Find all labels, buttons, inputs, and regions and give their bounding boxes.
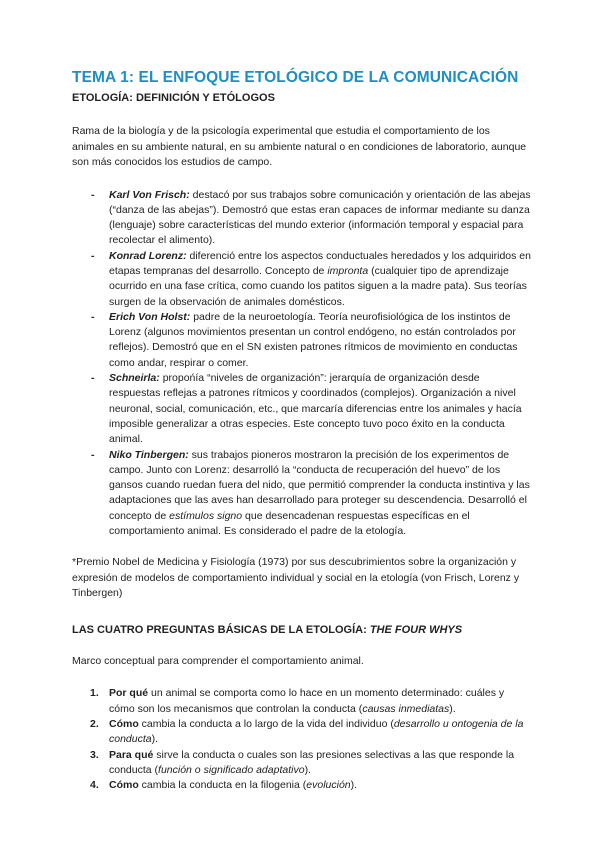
list-item (72, 686, 532, 717)
ethologist-name: Karl Von Frisch: (109, 188, 190, 201)
why-italic: desarrollo u ontogenia de la conducta (109, 717, 524, 746)
ethologist-name: Schneirla: (109, 372, 160, 385)
section-subtitle: ETOLOGÍA: DEFINICIÓN Y ETÓLOGOS (72, 92, 275, 104)
list-item (72, 448, 532, 540)
bullet-marker: - (91, 448, 95, 461)
section-heading-text: LAS CUATRO PREGUNTAS BÁSICAS DE LA ETOLOGÍA: (72, 623, 370, 636)
ethologist-text: (cualquier tipo de aprendizaje ocurrido en una fase crítica, como cuando los patitos siguen a la madre pata). Sus teorías surgen de la observación de animales domésticos. (109, 264, 527, 308)
bullet-marker: - (91, 372, 95, 385)
why-keyword: Por qué (109, 687, 149, 700)
ethologist-text: sus trabajos pioneros mostraron la precisión de los experimentos de campo. Junto con Lorenz: desarrolló la “conducta de recuperación del huevo” de los gansos cuando ruedan fuera del nido, que permitió comprender la conducta instintiva y las adaptaciones que las aves han desarrollado para proteger su descendencia. Desarrolló el concepto de (109, 448, 530, 522)
why-keyword: Cómo (109, 779, 139, 792)
bullet-marker: - (91, 188, 95, 201)
list-item (72, 717, 532, 748)
list-item (72, 310, 532, 371)
list-number: 3. (90, 748, 99, 761)
section-heading (72, 622, 532, 638)
why-text: cambia la conducta a lo largo de la vida del individuo ( (138, 717, 394, 730)
ethologist-text: padre de la neuroetología. Teoría neurofisiológica de los instintos de Lorenz (algunos movimientos presentan un control endógeno, no están controlados por reflejos). Demostró que en el SN existen patrones rítmicos de movimiento en conductas como andar, respirar o comer. (109, 310, 518, 369)
list-number: 4. (90, 779, 99, 792)
section-heading-italic: THE FOUR WHYS (369, 623, 463, 636)
why-text: ). (449, 702, 456, 715)
why-text: cambia la conducta en la filogenia ( (138, 779, 307, 792)
why-italic: evolución (306, 779, 351, 792)
list-item (72, 188, 532, 249)
italic-term: estímulos signo (169, 509, 243, 522)
italic-term: impronta (327, 264, 369, 277)
four-whys-list (72, 686, 532, 793)
why-text: ). (304, 763, 311, 776)
list-number: 2. (90, 717, 99, 730)
list-item (72, 249, 532, 310)
ethologist-text: destacó por sus trabajos sobre comunicación y orientación de las abejas (“danza de las abejas”). Demostró que estas eran capaces de informar mediante su danza (lenguaje) sobre características del mundo exterior (información temporal y espacial para recolectar el alimento). (109, 188, 531, 247)
why-keyword: Cómo (109, 717, 139, 730)
why-text: ). (151, 733, 159, 746)
section-intro: Marco conceptual para comprender el comportamiento animal. (72, 654, 364, 667)
ethologist-text: que desencadenan respuestas específicas en el comportamiento animal. Es considerado el padre de la etología. (109, 509, 470, 538)
why-italic: función o significado adaptativo (158, 763, 305, 776)
nobel-note: *Premio Nobel de Medicina y Fisiología (1973) por sus descubrimientos sobre la organización y expresión de modelos de comportamiento individual y social en la etología (von Frisch, Lorenz y Tinbergen) (72, 556, 520, 600)
bullet-marker: - (91, 249, 95, 262)
list-item (72, 371, 532, 447)
why-text: sirve la conducta o cuales son las presiones selectivas a las que responde la conducta ( (109, 748, 515, 776)
ethologist-text: propońía “niveles de organización”: jerarquía de organización desde respuestas reflejas a patrones rítmicos y coordinados (complejos). Organización a nivel neuronal, social, comunicación, etc., que marcaría diferencias entre los animales y hacía imposible generalizar a otras especies. Este concepto tuvo poco éxito en la conducta animal. (109, 372, 522, 446)
list-item (72, 778, 532, 793)
ethologist-name: Erich Von Holst: (109, 310, 191, 323)
why-text: ). (350, 779, 358, 792)
why-italic: causas inmediatas (362, 702, 450, 715)
list-item (72, 748, 532, 779)
ethologist-text: diferenció entre los aspectos conductuales heredados y los adquiridos en etapas tempranas del desarrollo. Concepto de (109, 249, 531, 277)
intro-paragraph: Rama de la biología y de la psicología experimental que estudia el comportamiento de los animales en su ambiente natural, en su ambiente natural o en condiciones de laboratorio, aunque son más conocidos los estudios de campo. (72, 125, 527, 168)
document-page (72, 68, 532, 793)
ethologist-name: Konrad Lorenz: (109, 249, 187, 262)
ethologist-name: Niko Tinbergen: (109, 448, 189, 461)
why-keyword: Para qué (109, 748, 154, 761)
list-number: 1. (90, 687, 99, 700)
why-text: un animal se comporta como lo hace en un momento determinado: cuáles y cómo son los mecanismos que controlan la conducta ( (109, 687, 505, 715)
ethologists-list (72, 188, 532, 540)
bullet-marker: - (91, 310, 95, 323)
page-title: TEMA 1: EL ENFOQUE ETOLÓGICO DE LA COMUNICACIÓN (72, 69, 519, 86)
